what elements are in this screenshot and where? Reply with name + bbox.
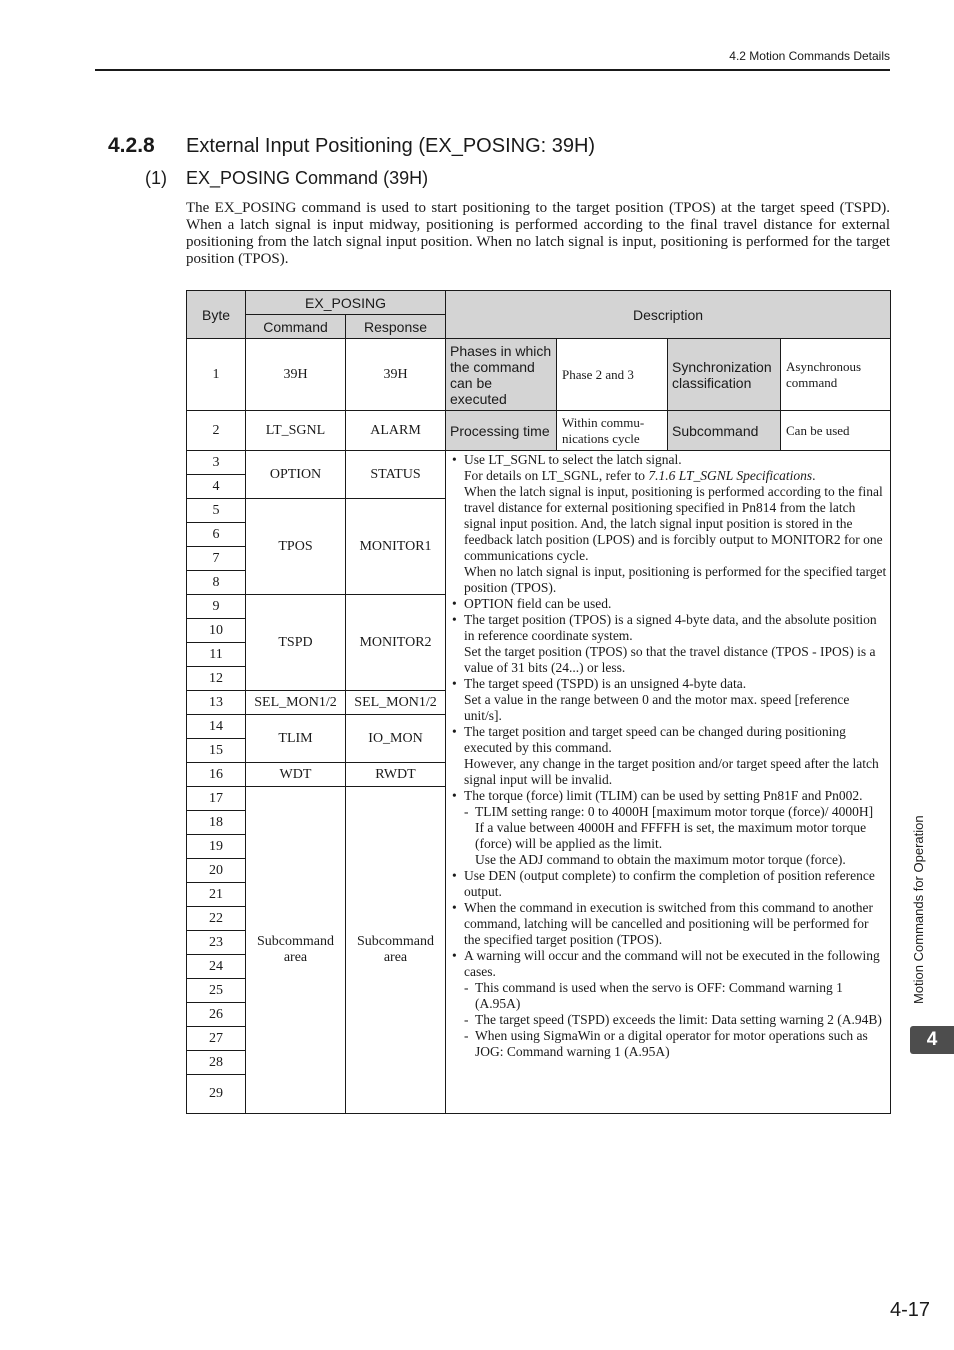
byte-cell: 9: [187, 595, 246, 619]
byte-cell: 15: [187, 739, 246, 763]
response-cell: MONITOR2: [346, 595, 446, 691]
processing-time-label: Processing time: [446, 411, 557, 451]
byte-cell: 5: [187, 499, 246, 523]
section-reference-link[interactable]: 7.1.6 LT_SGNL Specifications: [648, 468, 813, 483]
description-item: • The target position (TPOS) is a signed 4-byte data, and the absolute position in reference coordinate system. Set the target position (TPOS) so that the travel distance (TPOS - IPOS) is a value of 31 bits (24...) or less.: [450, 612, 887, 676]
response-cell: 39H: [346, 339, 446, 411]
byte-cell: 16: [187, 763, 246, 787]
description-item: • When the command in execution is switched from this command to another command, latching will be cancelled and positioning will be performed for the specified target position (TPOS).: [450, 900, 887, 948]
description-item: • Use DEN (output complete) to confirm the completion of position reference output.: [450, 868, 887, 900]
byte-cell: 14: [187, 715, 246, 739]
header-command-group: EX_POSING: [246, 291, 446, 315]
header-command: Command: [246, 315, 346, 339]
subsection-title: EX_POSING Command (39H): [186, 168, 429, 188]
chapter-side-title: Motion Commands for Operation: [911, 815, 926, 1004]
description-item: • The target position and target speed can be changed during positioning executed by this command. However, any change in the target position and/or target speed after the latch signal input will be invalid.: [450, 724, 887, 788]
command-cell: OPTION: [246, 451, 346, 499]
byte-cell: 19: [187, 835, 246, 859]
byte-cell: 28: [187, 1051, 246, 1075]
response-cell: MONITOR1: [346, 499, 446, 595]
byte-cell: 4: [187, 475, 246, 499]
byte-cell: 24: [187, 955, 246, 979]
description-item: • A warning will occur and the command will not be executed in the following cases. - This command is used when the servo is OFF: Command warning 1 (A.95A) - The target speed (TSPD) exceeds the limit: Data setting warning 2 (A.94B) - When using SigmaWin or a digital operator for motor operations such as JOG: Command warning 1 (A.95A): [450, 948, 887, 1060]
byte-cell: 7: [187, 547, 246, 571]
byte-cell: 6: [187, 523, 246, 547]
byte-cell: 29: [187, 1075, 246, 1114]
header-rule: [95, 69, 890, 71]
byte-cell: 20: [187, 859, 246, 883]
byte-cell: 21: [187, 883, 246, 907]
command-cell: 39H: [246, 339, 346, 411]
header-response: Response: [346, 315, 446, 339]
description-item: • Use LT_SGNL to select the latch signal. For details on LT_SGNL, refer to 7.1.6 LT_SGNL Specifications. When the latch signal is input, positioning is performed according to the final travel distance for external positioning specified in Pn814 from the latch signal input position. And, the latch signal input position is stored in the feedback latch position (LPOS) and is forcibly output to MONITOR2 for one communications cycle. When no latch signal is input, positioning is performed for the specified target position (TPOS).: [450, 452, 887, 596]
section-title: External Input Positioning (EX_POSING: 39H): [186, 135, 596, 157]
subcommand-label: Subcommand: [668, 411, 781, 451]
subcommand-value: Can be used: [781, 411, 891, 451]
command-cell: TPOS: [246, 499, 346, 595]
phases-value: Phase 2 and 3: [557, 339, 668, 411]
running-header: 4.2 Motion Commands Details: [729, 49, 890, 63]
byte-cell: 18: [187, 811, 246, 835]
description-item: • OPTION field can be used.: [450, 596, 887, 612]
processing-time-value: Within commu-nications cycle: [557, 411, 668, 451]
table-row: [187, 339, 891, 411]
command-cell: Subcommand area: [246, 787, 346, 1114]
page-number: 4-17: [889, 1299, 930, 1321]
byte-cell: 26: [187, 1003, 246, 1027]
intro-paragraph: The EX_POSING command is used to start positioning to the target position (TPOS) at the target speed (TSPD). When a latch signal is input midway, positioning is performed according to the final travel distance for external positioning from the latch signal input position. When no latch signal is input, positioning is performed for the target position (TPOS).: [186, 200, 890, 267]
byte-cell: 8: [187, 571, 246, 595]
response-cell: STATUS: [346, 451, 446, 499]
description-item: • The torque (force) limit (TLIM) can be used by setting Pn81F and Pn002. - TLIM setting range: 0 to 4000H [maximum motor torque (force)/ 4000H] If a value between 4000H and FFFFH is set, the maximum motor torque (force) will be applied as the limit. Use the ADJ command to obtain the maximum motor torque (force).: [450, 788, 887, 868]
command-cell: TSPD: [246, 595, 346, 691]
phases-label: Phases in which the command can be executed: [446, 339, 557, 411]
command-cell: LT_SGNL: [246, 411, 346, 451]
response-cell: Subcommand area: [346, 787, 446, 1114]
byte-cell: 3: [187, 451, 246, 475]
chapter-tab[interactable]: 4: [910, 1026, 954, 1054]
byte-cell: 10: [187, 619, 246, 643]
byte-cell: 11: [187, 643, 246, 667]
header-description: Description: [446, 291, 891, 339]
command-cell: TLIM: [246, 715, 346, 763]
sync-value: Asynchronous command: [781, 339, 891, 411]
byte-cell: 1: [187, 339, 246, 411]
table-row: [187, 411, 891, 451]
byte-cell: 22: [187, 907, 246, 931]
byte-cell: 23: [187, 931, 246, 955]
command-cell: SEL_MON1/2: [246, 691, 346, 715]
section-number: 4.2.8: [108, 134, 155, 157]
table-row: [187, 451, 891, 475]
byte-cell: 2: [187, 411, 246, 451]
header-byte: Byte: [187, 291, 246, 339]
description-cell: [446, 451, 891, 1114]
byte-cell: 13: [187, 691, 246, 715]
sync-label: Synchronization classification: [668, 339, 781, 411]
byte-cell: 12: [187, 667, 246, 691]
byte-cell: 17: [187, 787, 246, 811]
byte-cell: 25: [187, 979, 246, 1003]
response-cell: IO_MON: [346, 715, 446, 763]
description-item: • The target speed (TSPD) is an unsigned 4-byte data. Set a value in the range between 0 and the motor max. speed [reference unit/s].: [450, 676, 887, 724]
command-table: [186, 290, 891, 1114]
byte-cell: 27: [187, 1027, 246, 1051]
command-cell: WDT: [246, 763, 346, 787]
subsection-number: (1): [145, 168, 167, 188]
response-cell: ALARM: [346, 411, 446, 451]
response-cell: RWDT: [346, 763, 446, 787]
response-cell: SEL_MON1/2: [346, 691, 446, 715]
